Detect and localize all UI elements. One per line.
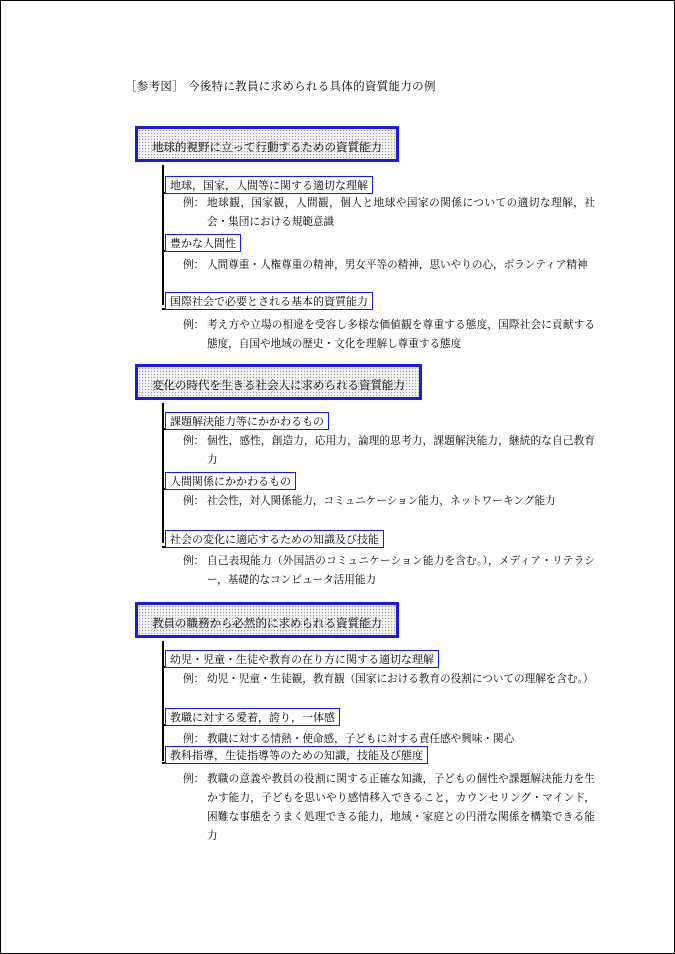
category-box: 教員の職務から必然的に求められる資質能力 — [135, 602, 399, 638]
example-content: 個性，感性，創造力，応用力，論理的思考力，課題解決能力，継続的な自己教育力 — [207, 435, 595, 466]
section-changing-era — [135, 364, 605, 586]
example-content: 幼児・児童・生徒観，教育観（国家における教育の役割についての理解を含む。） — [207, 673, 594, 685]
tree-line — [162, 165, 164, 305]
category-box: 変化の時代を生きる社会人に求められる資質能力 — [135, 364, 422, 400]
item-label-box: 課題解決能力等にかかわるもの — [165, 412, 329, 430]
tree-line — [162, 641, 164, 761]
example-text — [183, 432, 595, 470]
example-label: 例： — [183, 673, 205, 685]
example-text — [183, 770, 595, 846]
example-label: 例： — [183, 733, 205, 745]
example-content: 社会性，対人関係能力，コミュニケーション能力，ネットワーキング能力 — [207, 495, 556, 507]
example-text — [183, 194, 595, 232]
example-label: 例： — [183, 773, 205, 785]
item-row — [165, 292, 373, 310]
example-label: 例： — [183, 435, 205, 447]
item-label-box: 幼児・児童・生徒や教育の在り方に関する適切な理解 — [165, 650, 439, 668]
example-text — [183, 670, 595, 689]
example-content: 地球観，国家観，人間観，個人と地球や国家の関係についての適切な理解，社会・集団における規範意識 — [207, 197, 595, 228]
example-text — [183, 492, 595, 511]
item-label-box: 豊かな人間性 — [165, 234, 241, 252]
item-row — [165, 412, 329, 430]
example-content: 人間尊重・人権尊重の精神，男女平等の精神，思いやりの心，ボランティア精神 — [207, 259, 588, 271]
item-row — [165, 708, 340, 726]
example-content: 自己表現能力（外国語のコミュニケーション能力を含む。），メディア・リテラシー，基礎的なコンピュータ活用能力 — [207, 555, 595, 586]
example-label: 例： — [183, 197, 205, 209]
document-title: ［参考図］ 今後特に教員に求められる具体的資質能力の例 — [125, 79, 436, 93]
example-content: 教職の意義や教員の役割に関する正確な知識，子どもの個性や課題解決能力を生かす能力，子どもを思いやり感情移入できること，カウンセリング・マインド，困難な事態をうまく処理できる能力，地域・家庭との円滑な関係を構築できる能力 — [207, 773, 595, 842]
item-label-box: 地球，国家，人間等に関する適切な理解 — [165, 176, 373, 194]
example-content: 考え方や立場の相違を受容し多様な価値観を尊重する態度，国際社会に貢献する態度，自国や地域の歴史・文化を理解し尊重する態度 — [207, 319, 595, 350]
item-row — [165, 530, 384, 548]
item-row — [165, 234, 241, 252]
example-text — [183, 256, 595, 275]
item-row — [165, 472, 296, 490]
example-label: 例： — [183, 555, 205, 567]
example-label: 例： — [183, 319, 205, 331]
example-text — [183, 316, 595, 354]
item-label-box: 社会の変化に適応するための知識及び技能 — [165, 530, 384, 548]
section-global-perspective — [135, 126, 605, 350]
item-row — [165, 176, 373, 194]
category-box: 地球的視野に立って行動するための資質能力 — [135, 126, 399, 162]
item-row — [165, 650, 439, 668]
item-label-box: 国際社会で必要とされる基本的資質能力 — [165, 292, 373, 310]
item-label-box: 教職に対する愛着，誇り，一体感 — [165, 708, 340, 726]
section-teacher-duties — [135, 602, 605, 842]
example-label: 例： — [183, 495, 205, 507]
example-label: 例： — [183, 259, 205, 271]
example-text — [183, 552, 595, 590]
item-row — [165, 746, 428, 764]
item-label-box: 人間関係にかかわるもの — [165, 472, 296, 490]
item-label-box: 教科指導，生徒指導等のための知識，技能及び態度 — [165, 746, 428, 764]
tree-line — [162, 403, 164, 543]
example-content: 教職に対する情熱・使命感，子どもに対する責任感や興味・関心 — [207, 733, 515, 745]
